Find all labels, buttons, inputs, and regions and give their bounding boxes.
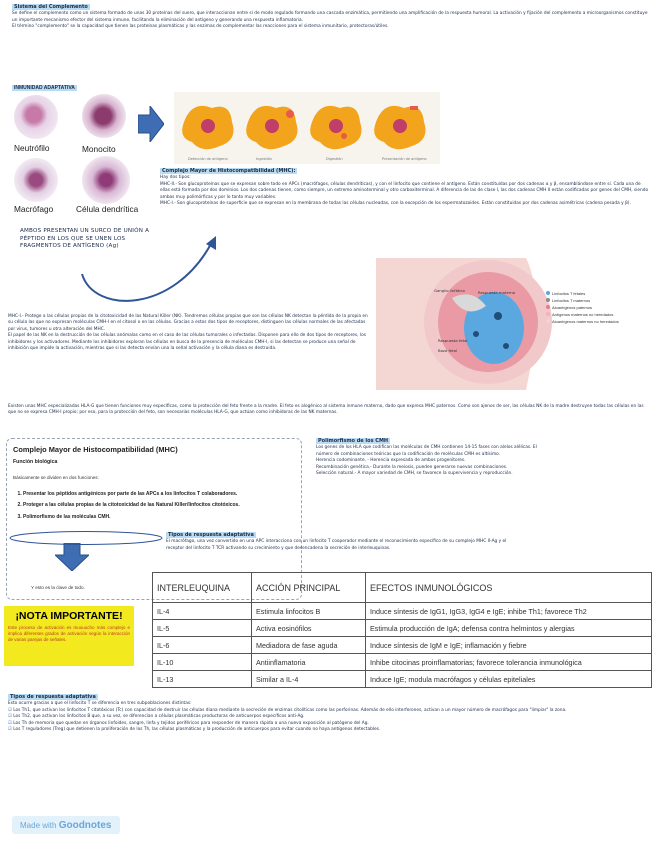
intro-section <box>12 4 648 31</box>
table-cell: Induce síntesis de IgM e IgE; inflamación y fiebre <box>366 637 652 654</box>
handwritten-note: AMBOS PRESENTAN UN SURCO DE UNIÓN A PÉPTIDO EN LOS QUE SE UNEN LOS FRAGMENTOS DE ANTÍGENO (Ag) <box>20 228 150 250</box>
mhc-class2-desc: MHC-II.- Son glucoproteínas que se expresan sobre todo en APCs (macrófagos, células dendríticas), y con el linfocito que contiene el antígeno. Están constituidas por dos cadenas α y β, ensamblándose entre sí. Cada una de ellas está formada por dos dominios. Los dos cadenas tienen, como siempre, un extremo aminoterminal y otro carboxiterminal. A diferencia de las de clase I, las dos cadenas CMH II están codificadas por genes del CMH, siendo ambas muy polimórficas y por lo tanto muy variables. <box>160 181 649 200</box>
table-cell: IL-4 <box>153 603 252 620</box>
highlight-oval <box>8 530 164 546</box>
legend-dot-icon <box>546 312 550 316</box>
arrow-down-icon <box>55 543 89 571</box>
poly-line: número de combinaciones teóricas que la codificación de moléculas CMH es altísimo. <box>316 451 501 457</box>
polymorphism-title: Polimorfismo de los CMH <box>318 438 389 444</box>
interleukin-table <box>152 572 652 688</box>
table-header-row <box>153 573 652 603</box>
mhc-body-p2: El papel de las NK en la destrucción de las células anómalas como en el caso de las células tumorales o infectadas. Disponen para ello de dos tipos de receptores, los inhibidores y los activadores. Mediante los inhibidores exploran las células en busca de la presencia de moléculas CMH-I, si las detectan se produce una señal de inhibición que impide la activación, mientras que si las detecta envían una la señal activación y la célula diana es destruida. <box>8 333 366 352</box>
checkbox-icon: ☑ <box>8 707 12 713</box>
legend-item: Antígenos maternos no heredados <box>546 311 656 318</box>
note-title: ¡NOTA IMPORTANTE! <box>15 610 123 622</box>
table-cell: Induce IgE; modula macrófagos y células epiteliales <box>366 671 652 688</box>
innate-title-wrap <box>12 76 77 94</box>
table-header-cell: EFECTOS INMUNOLÓGICOS <box>366 573 652 603</box>
diagram-label-fetal: Respuesta fetal <box>438 338 468 343</box>
table-header-cell: INTERLEUQUINA <box>153 573 252 603</box>
response-type-item: ☑ Los Th2, que activan los linfocitos B que, a su vez, se diferencian a células plasmáticas productoras de anticuerpos específicos anti-Ag. <box>8 714 305 720</box>
checkbox-icon: ☑ <box>8 714 12 720</box>
response-type-item: ☑ Los Th de memoria que quedan en órganos linfoides, sangre, linfa y tejidos periféricos para responder de manera rápida a una nueva exposición al patógeno del Ag. <box>8 720 369 726</box>
response-types-lead: Esto ocurre gracias a que el linfocito T se diferencia en tres subpoblaciones distintas: <box>8 701 192 707</box>
watermark-brand: Goodnotes <box>58 820 112 831</box>
legend-dot-icon <box>546 305 550 309</box>
mhc-types-title: Complejo Mayor de Histocompatibilidad (MHC): <box>162 168 296 174</box>
adaptive-section <box>166 532 652 552</box>
card-lead: Básicamente se dividen en dos funciones: <box>13 475 99 480</box>
table-cell: Similar a IL-4 <box>252 671 366 688</box>
mhc-body-left <box>8 314 372 352</box>
legend-item: Aloantígenos maternos no heredados <box>546 318 656 325</box>
table-cell: IL-5 <box>153 620 252 637</box>
legend-item: Linfocitos T fetales <box>546 290 656 297</box>
card-title: Complejo Mayor de Histocompatibilidad (MHC) <box>13 445 178 454</box>
macrophage-label: Macrófago <box>14 204 54 214</box>
dendritic-cell-label: Célula dendrítica <box>76 204 139 214</box>
mhc-types-note <box>160 168 650 207</box>
diagram-legend <box>546 290 656 325</box>
table-row <box>153 603 652 620</box>
table-cell: IL-10 <box>153 654 252 671</box>
adaptive-line: El macrófago, una vez convertido en una APC interacciona con un linfocito T cooperador mediante el reconocimiento específico de su complejo MHC II-Ag y el <box>166 539 507 545</box>
diagram-label-spleen: Bazo fetal <box>438 348 457 353</box>
table-row <box>153 620 652 637</box>
table-cell: IL-6 <box>153 637 252 654</box>
card-subtitle: Función biológica <box>13 459 58 465</box>
table-cell: Estimula linfocitos B <box>252 603 366 620</box>
neutrophil-image <box>14 95 58 139</box>
checkbox-icon: ☑ <box>8 720 12 726</box>
phagocytosis-diagram <box>174 92 440 164</box>
response-types-title: Tipos de respuesta adaptativa <box>10 694 96 700</box>
mhc-class1-desc: MHC-I.- Son glucoproteínas de superficie que se expresan en la membrana de todas las células nucleadas, con la excepción de los espermatozoides. Están constituidas por dos cadenas asimétricas (cadena pesada y β). <box>160 201 631 207</box>
legend-dot-icon <box>546 298 550 302</box>
intro-title: Sistema del Complemento <box>14 4 88 10</box>
legend-item: Linfocitos T maternos <box>546 297 656 304</box>
table-header-cell: ACCIÓN PRINCIPAL <box>252 573 366 603</box>
phago-step-2: Ingestión <box>256 157 273 161</box>
mhc-types-sub: Hay dos tipos: <box>160 175 191 181</box>
response-type-item: ☑ Los Th1, que activan los linfocitos T citotóxicos (Tc) con capacidad de destruir las células diana mediante la secreción de enzimas citolíticas como las perforinas. Además de ello interferones, activan a un mayor número de macrófagos para "limpiar" la zona. <box>8 707 567 713</box>
monocyte-image <box>82 94 126 138</box>
watermark-prefix: Made with <box>20 821 57 830</box>
adaptive-line: receptor del linfocito T TCR activando su crecimiento y que desencadena la secreción de interleuquinas. <box>166 545 391 551</box>
phago-step-1: Detección de antígeno <box>188 157 228 161</box>
poly-line: Los genes de los HLA que codifican las moléculas de CMH contienen 14-15 fases con alelos alélicas. El <box>316 445 537 451</box>
legend-dot-icon <box>546 291 550 295</box>
dendritic-cell-image <box>82 156 130 204</box>
adaptive-title: Tipos de respuesta adaptativa <box>168 532 254 538</box>
response-types-section <box>8 694 652 733</box>
table-cell: Activa eosinófilos <box>252 620 366 637</box>
table-cell: Inhibe citocinas proinflamatorias; favorece tolerancia inmunológica <box>366 654 652 671</box>
table-row <box>153 671 652 688</box>
table-row <box>153 654 652 671</box>
intro-paragraph-1: Se define el complemento como un sistema formado de unas 30 proteínas del suero, que interaccionan entre sí de modo regulado formando una cascada enzimática, permitiendo una amplificación de la respuesta humoral. La activación y fijación del complemento a microorganismos constituye un importante mecanismo efector del sistema inmune, facilitando la eliminación del antígeno y generando una respuesta inflamatoria. <box>12 11 648 23</box>
innate-title: INMUNIDAD ADAPTATIVA <box>14 85 75 91</box>
table-row <box>153 637 652 654</box>
legend-dot-icon <box>546 319 550 323</box>
table-cell: Induce síntesis de IgG1, IgG3, IgG4 e IgE; inhibe Th1; favorece Th2 <box>366 603 652 620</box>
mhc-body-p3: Existen unas MHC especializadas HLA-G que tienen funciones muy específicas, como la protección del feto frente a la madre. El feto es alogénico al sistema inmune materno, dado que expresa MHC paternos. Como son ajenos de ser, las células NK de la madre destruyen todas las células en las que no se expresa CMH-I propio; por eso, para la protección del feto, son necesarias moléculas HLA-G, que actúan como inhibidoras de las NK maternas. <box>8 404 644 416</box>
diagram-label-maternal: Respuesta materna <box>478 290 516 295</box>
goodnotes-watermark[interactable] <box>12 816 120 834</box>
poly-line: Recombinación genética.- Durante la meiosis, pueden generarse nuevas combinaciones. <box>316 464 508 470</box>
table-cell: Antiinflamatoria <box>252 654 366 671</box>
table-cell: IL-13 <box>153 671 252 688</box>
phago-step-3: Digestión <box>326 157 343 161</box>
curved-arrow-icon <box>74 234 224 314</box>
table-cell: Estimula producción de IgA; defensa contra helmintos y alergias <box>366 620 652 637</box>
important-note <box>4 606 134 666</box>
poly-line: Selección natural.- A mayor variedad de CMH, se favorece la supervivencia y reproducción. <box>316 471 513 477</box>
arrow-right-icon <box>138 106 164 142</box>
mhc-body-p1: MHC-I.- Protege a las células propias de la citotoxicidad de las Natural Killer (NK). Tendremos células propias que son las células NK detectan la pérdida de la propia en su célula las que no expresan moléculas CMH-I en el citosol o en las células. Gracias a estos dos tipos de receptores, distinguen las células normales de las afectadas por virus, tumores u otra alteración del MHC. <box>8 314 368 332</box>
macrophage-image <box>14 158 58 202</box>
checkbox-icon: ☑ <box>8 727 12 733</box>
poly-line: Herencia codominante. - Herencia expresada de ambos progenitores. <box>316 458 466 464</box>
monocyte-label: Monocito <box>82 144 116 154</box>
legend-item: Aloantígenos paternos <box>546 304 656 311</box>
card-list-item: 3. Polimorfismo de las moléculas CMH. <box>23 514 295 521</box>
card-list-item: 2. Proteger a las células propias de la citotoxicidad de las Natural Killer/linfocitos citotóxicos. <box>23 502 295 509</box>
card-list-item: 1. Presentar los péptidos antigénicos por parte de las APCs a los linfocitos T colaboradores. <box>23 491 295 498</box>
card-footer: Y esto es la clave de todo. <box>31 585 85 590</box>
response-type-item: ☑ Los T reguladores (Treg) que detienen la proliferación de los Th, las células plasmáticas y la producción de anticuerpos para evitar cuando no haya antígenos detectables. <box>8 727 381 733</box>
polymorphism-section <box>316 438 652 477</box>
phago-step-4: Presentación de antígeno <box>382 157 427 161</box>
neutrophil-label: Neutrófilo <box>14 143 50 153</box>
note-body: Este proceso de activación es muuuucho más complejo e implica diferentes grados de activación según la interacción de varias parejas de señales. <box>8 625 130 642</box>
table-cell: Mediadora de fase aguda <box>252 637 366 654</box>
diagram-label-lymph: Ganglio linfático <box>434 288 465 293</box>
card-list <box>23 491 295 521</box>
intro-paragraph-2: El término "complemento" se la capacidad que tienen las proteínas plasmáticas y las enzimas de complementar las reacciones para el sistema inmunitario, protectoras/útiles. <box>12 24 389 30</box>
